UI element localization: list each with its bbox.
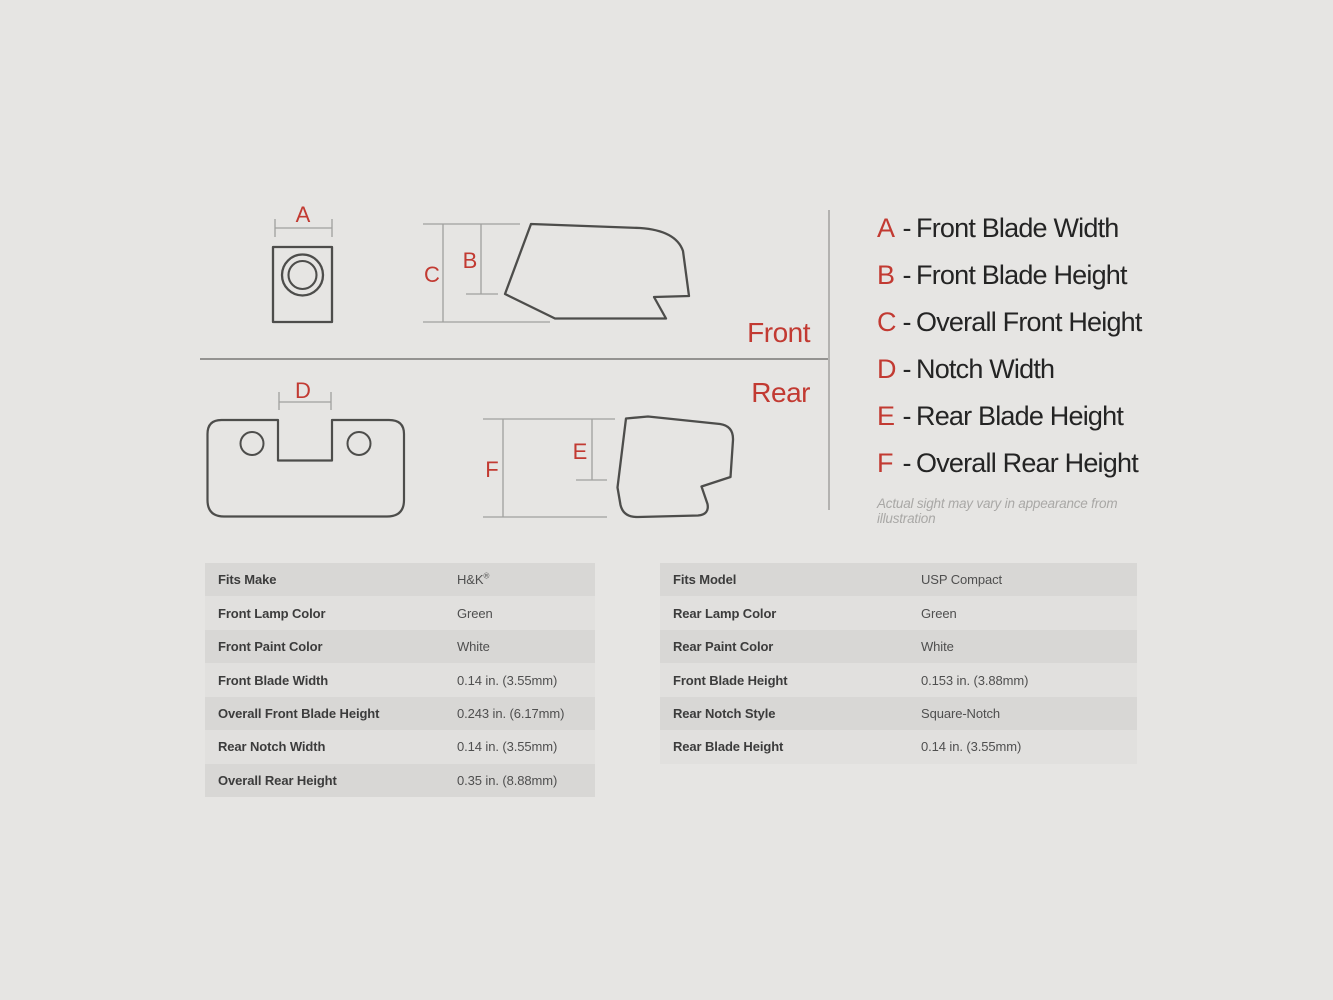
legend-label: Front Blade Height (916, 260, 1127, 290)
legend-item (877, 252, 1142, 299)
legend-label: Rear Blade Height (916, 401, 1124, 431)
dim-letter-f: F (485, 457, 499, 482)
spec-row (660, 563, 1137, 596)
front-blade-outline (273, 247, 332, 322)
rear-blade-outline (208, 420, 405, 517)
spec-value-text: White (457, 639, 490, 655)
spec-value-text: 0.14 in. (3.55mm) (457, 739, 558, 755)
spec-value (457, 572, 489, 587)
spec-label: Overall Front Blade Height (218, 705, 380, 721)
front-sight-front-view (273, 247, 332, 322)
spec-label: Fits Make (218, 572, 277, 588)
legend-label: Overall Front Height (916, 307, 1142, 337)
legend-label: Overall Rear Height (916, 448, 1138, 478)
legend-item (877, 440, 1142, 487)
dim-letter-d: D (295, 378, 311, 403)
rear-sight-front-view (208, 420, 405, 517)
spec-label: Rear Paint Color (673, 639, 774, 655)
spec-value (457, 606, 493, 621)
spec-row (205, 697, 595, 730)
spec-row (205, 663, 595, 696)
spec-value-text: USP Compact (921, 572, 1003, 588)
spec-value (457, 673, 557, 688)
registered-mark: ® (483, 571, 490, 581)
legend-dash: - (902, 354, 912, 384)
legend-letter: A (877, 213, 895, 243)
spec-row (205, 630, 595, 663)
spec-value-text: 0.243 in. (6.17mm) (457, 705, 565, 721)
spec-label: Rear Notch Width (218, 739, 326, 755)
spec-value-text: White (921, 639, 954, 655)
spec-label: Rear Blade Height (673, 739, 784, 755)
legend-letter: E (877, 401, 895, 431)
spec-value-text: Green (921, 605, 957, 621)
spec-row (205, 563, 595, 596)
rear-sight-side-profile (618, 417, 734, 518)
spec-row (660, 663, 1137, 696)
rear-lamp-left (241, 432, 264, 455)
dim-letter-c: C (424, 262, 440, 287)
spec-row (660, 697, 1137, 730)
spec-value (457, 639, 490, 654)
spec-label: Front Lamp Color (218, 605, 326, 621)
legend-dash: - (902, 307, 912, 337)
spec-value (457, 773, 557, 788)
legend-label: Notch Width (916, 354, 1055, 384)
spec-value (457, 706, 564, 721)
spec-value-text: H&K (457, 572, 484, 588)
legend-letter: B (877, 260, 895, 290)
spec-value-text: 0.14 in. (3.55mm) (457, 672, 558, 688)
spec-value (457, 739, 557, 754)
legend-dash: - (902, 213, 912, 243)
spec-value (921, 706, 1000, 721)
front-section-label: Front (747, 317, 810, 348)
dim-letter-a: A (295, 202, 311, 227)
spec-table-rear (660, 563, 1137, 764)
spec-row (205, 764, 595, 797)
spec-value (921, 639, 954, 654)
legend-item (877, 393, 1142, 440)
legend-letter: D (877, 354, 896, 384)
legend-item (877, 205, 1142, 252)
legend-dash: - (902, 260, 912, 290)
spec-value-text: 0.14 in. (3.55mm) (921, 739, 1022, 755)
rear-lamp-right (348, 432, 371, 455)
spec-row (660, 630, 1137, 663)
spec-value (921, 572, 1002, 587)
spec-row (205, 596, 595, 629)
spec-value-text: Square-Notch (921, 705, 1001, 721)
legend-item (877, 346, 1142, 393)
spec-label: Front Blade Height (673, 672, 788, 688)
spec-row (205, 730, 595, 763)
front-lamp-inner-ring (289, 261, 317, 289)
legend-item (877, 299, 1142, 346)
rear-section-label: Rear (751, 377, 810, 408)
spec-value (921, 673, 1028, 688)
spec-label: Rear Notch Style (673, 705, 776, 721)
dim-letter-e: E (572, 439, 588, 464)
dimension-legend (877, 205, 1142, 487)
spec-row (660, 596, 1137, 629)
spec-value-text: 0.35 in. (8.88mm) (457, 772, 558, 788)
spec-value (921, 739, 1021, 754)
spec-row (660, 730, 1137, 763)
legend-letter: F (877, 448, 893, 478)
legend-dash: - (902, 401, 912, 431)
spec-label: Fits Model (673, 572, 737, 588)
spec-label: Front Blade Width (218, 672, 329, 688)
front-sight-side-profile (505, 224, 689, 319)
dim-e-f-lines (483, 419, 615, 517)
spec-label: Overall Rear Height (218, 772, 337, 788)
legend-dash: - (902, 448, 912, 478)
spec-value-text: 0.153 in. (3.88mm) (921, 672, 1029, 688)
legend-letter: C (877, 307, 896, 337)
disclaimer-note: Actual sight may vary in appearance from illustration (877, 496, 1118, 526)
spec-table-front (205, 563, 595, 797)
spec-label: Front Paint Color (218, 639, 323, 655)
dim-letter-b: B (462, 248, 478, 273)
spec-value-text: Green (457, 605, 493, 621)
legend-label: Front Blade Width (916, 213, 1119, 243)
spec-label: Rear Lamp Color (673, 605, 777, 621)
spec-value (921, 606, 957, 621)
